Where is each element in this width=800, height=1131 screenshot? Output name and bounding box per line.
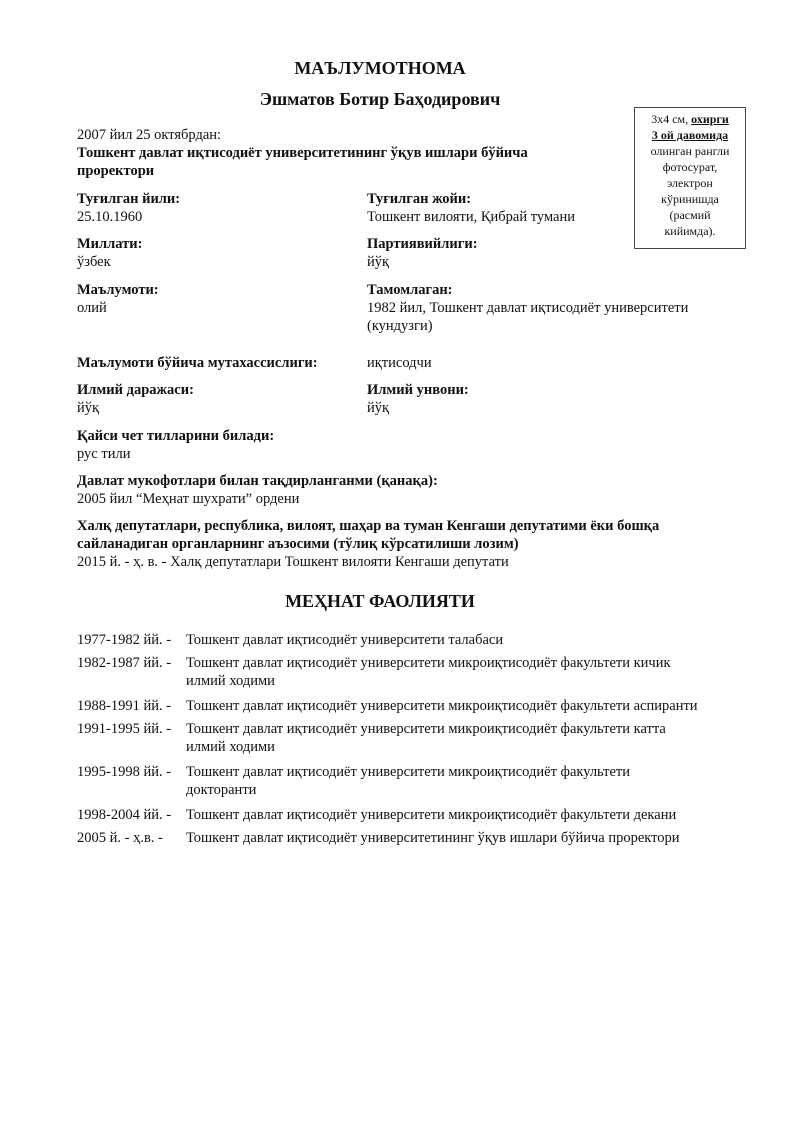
work-entry-description: Тошкент давлат иқтисодиёт университети талабаси <box>186 632 504 648</box>
degree-label: Илмий даражаси: <box>77 382 194 398</box>
photo-text-1-bold: охирги <box>691 112 729 126</box>
party-label: Партиявийлиги: <box>367 236 478 252</box>
work-entry-description-continued: илмий ходими <box>186 739 275 755</box>
work-entry-period: 1988-1991 йй. - <box>77 698 172 714</box>
speciality-value: иқтисодчи <box>367 355 432 371</box>
graduated-value-line-2: (кундузги) <box>367 318 433 334</box>
photo-text-7: (расмий <box>669 208 711 222</box>
deputy-label-line-1: Халқ депутатлари, республика, вилоят, шаҳар ва туман Кенгаши депутатими ёки бошқа <box>77 518 660 534</box>
photo-text-5: электрон <box>667 176 713 190</box>
awards-value: 2005 йил “Меҳнат шухрати” ордени <box>77 491 300 507</box>
work-entry-period: 1991-1995 йй. - <box>77 721 172 737</box>
work-entry-period: 1998-2004 йй. - <box>77 807 172 823</box>
work-entry-period: 1995-1998 йй. - <box>77 764 172 780</box>
speciality-label: Маълумоти бўйича мутахассислиги: <box>77 355 318 371</box>
position-since: 2007 йил 25 октябрдан: <box>77 127 222 143</box>
languages-label: Қайси чет тилларини билади: <box>77 428 275 444</box>
photo-text-1: 3x4 см, <box>651 112 689 126</box>
work-heading: МЕҲНАТ ФАОЛИЯТИ <box>285 591 475 611</box>
birth-place-label: Туғилган жойи: <box>367 191 472 207</box>
graduated-value-line-1: 1982 йил, Тошкент давлат иқтисодиёт университети <box>367 300 689 316</box>
work-entry-description: Тошкент давлат иқтисодиёт университетининг ўқув ишлари бўйича проректори <box>186 830 680 846</box>
birth-year-label: Туғилган йили: <box>77 191 181 207</box>
photo-placeholder <box>634 107 746 249</box>
deputy-value: 2015 й. - ҳ. в. - Халқ депутатлари Тошкент вилояти Кенгаши депутати <box>77 554 509 570</box>
rank-value: йўқ <box>367 400 390 416</box>
photo-text-8: кийимда). <box>664 224 716 238</box>
photo-text-4: фотосурат, <box>662 160 718 174</box>
deputy-label-line-2: сайланадиган органларнинг аъзосими (тўлиқ кўрсатилиши лозим) <box>77 536 519 552</box>
work-entry-description: Тошкент давлат иқтисодиёт университети микроиқтисодиёт факультети кичик <box>186 655 671 671</box>
languages-value: рус тили <box>77 446 131 462</box>
degree-value: йўқ <box>77 400 100 416</box>
work-entry-description: Тошкент давлат иқтисодиёт университети микроиқтисодиёт факультети <box>186 764 630 780</box>
work-entry-description: Тошкент давлат иқтисодиёт университети микроиқтисодиёт факультети катта <box>186 721 666 737</box>
work-entry-period: 2005 й. - ҳ.в. - <box>77 830 163 846</box>
photo-text-2: 3 ой давомида <box>651 128 729 142</box>
education-label: Маълумоти: <box>77 282 159 298</box>
work-entry-description-continued: докторанти <box>186 782 257 798</box>
education-value: олий <box>77 300 107 316</box>
graduated-label: Тамомлаган: <box>367 282 453 298</box>
rank-label: Илмий унвони: <box>367 382 469 398</box>
work-entry-description: Тошкент давлат иқтисодиёт университети микроиқтисодиёт факультети аспиранти <box>186 698 698 714</box>
photo-text-6: кўринишда <box>661 192 719 206</box>
birth-place-value: Тошкент вилояти, Қибрай тумани <box>367 209 575 225</box>
position-line-2: проректори <box>77 163 155 179</box>
document-title: МАЪЛУМОТНОМА <box>294 58 466 78</box>
work-entry-period: 1977-1982 йй. - <box>77 632 172 648</box>
nationality-label: Миллати: <box>77 236 143 252</box>
photo-text-3: олинган рангли <box>650 144 730 158</box>
work-entry-period: 1982-1987 йй. - <box>77 655 172 671</box>
nationality-value: ўзбек <box>77 254 111 270</box>
birth-year-value: 25.10.1960 <box>77 209 143 225</box>
work-entry-description-continued: илмий ходими <box>186 673 275 689</box>
party-value: йўқ <box>367 254 390 270</box>
awards-label: Давлат мукофотлари билан тақдирланганми (қанақа): <box>77 473 438 489</box>
work-entry-description: Тошкент давлат иқтисодиёт университети микроиқтисодиёт факультети декани <box>186 807 677 823</box>
position-line-1: Тошкент давлат иқтисодиёт университетининг ўқув ишлари бўйича <box>77 145 528 161</box>
person-name: Эшматов Ботир Баҳодирович <box>259 89 501 109</box>
